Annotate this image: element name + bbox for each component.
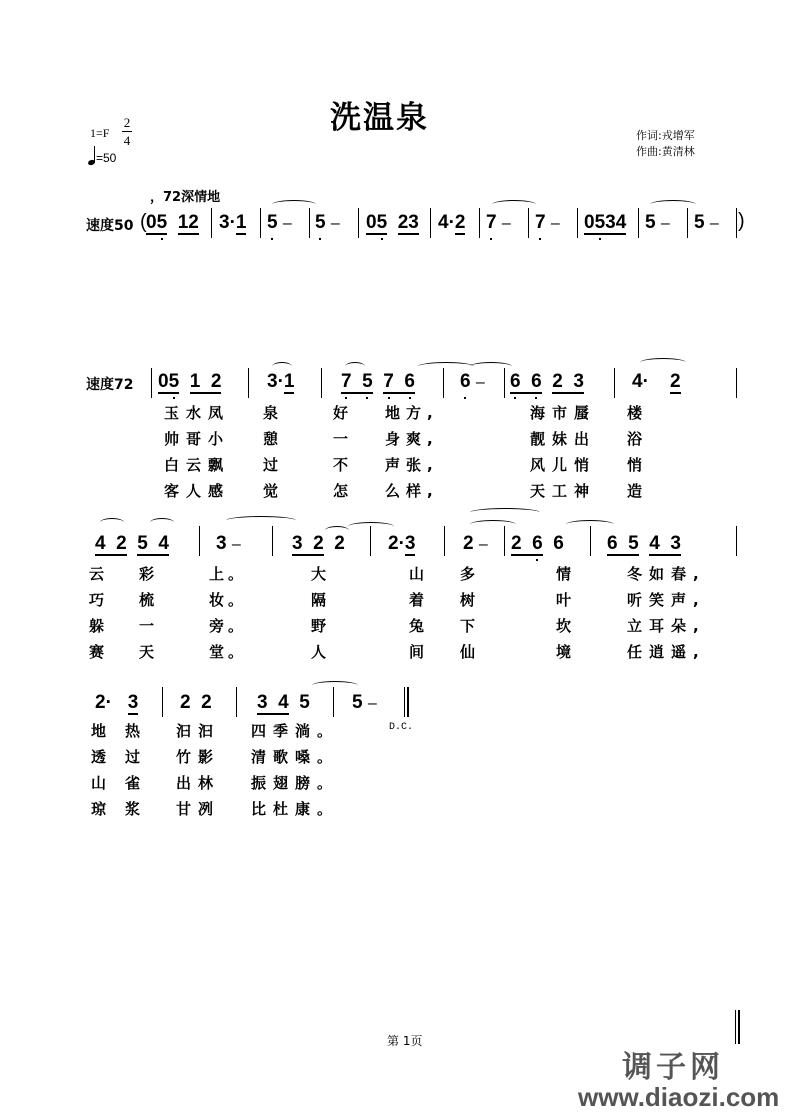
s2-measure-4: 2·3: [388, 533, 416, 554]
barline: [736, 368, 737, 398]
barline: [577, 208, 578, 238]
lyric: 竹影: [176, 748, 221, 766]
tie: [470, 362, 512, 371]
final-barline-thick: [407, 687, 409, 717]
s2-measure-3: 3 2 2: [292, 533, 345, 554]
lyric: 四季淌。: [251, 722, 340, 740]
intro-measure-1: 05 12: [146, 212, 199, 233]
s3-measure-2: 2 2: [180, 692, 212, 713]
lyric: 着: [409, 591, 425, 609]
lyric: 任逍遥,: [627, 643, 706, 661]
s1-measure-5: 6 6 2 3: [510, 371, 584, 392]
lyric: 一: [139, 617, 155, 635]
intro-measure-2: 3·1: [219, 212, 247, 233]
tempo-value: =50: [96, 151, 117, 165]
barline: [430, 208, 431, 238]
lyric: 楼: [627, 404, 643, 422]
lyric: 巧: [89, 591, 105, 609]
barline: [638, 208, 639, 238]
system1-tempo-label: 速度72: [86, 377, 134, 393]
tie: [345, 362, 365, 371]
lyric: 天: [139, 643, 155, 661]
lyric: 出林: [176, 774, 221, 792]
lyric: 天工神: [530, 482, 597, 500]
barline: [444, 526, 445, 556]
barline: [358, 208, 359, 238]
lyric: 造: [627, 482, 643, 500]
lyric: 雀: [125, 774, 141, 792]
lyric: 身爽,: [385, 430, 439, 448]
intro-measure-6: 4·2: [438, 212, 466, 233]
barline: [504, 368, 505, 398]
lyric: 海市蜃: [530, 404, 597, 422]
lyric: 赛: [89, 643, 105, 661]
lyric: 客人感: [164, 482, 231, 500]
lyric: 憩: [263, 430, 279, 448]
intro-tempo-label: 速度50: [86, 218, 134, 234]
lyric: 靓妹出: [530, 430, 597, 448]
lyric: 境: [556, 643, 572, 661]
intro-measure-5: 05 23: [366, 212, 419, 233]
s1-measure-3: 7 5 7 6: [341, 371, 415, 392]
s2-measure-6: 2 6 6: [511, 533, 564, 554]
watermark-url: www.diaozi.com: [578, 1082, 780, 1112]
lyric: 妆。: [209, 591, 248, 609]
lyric: 兔: [409, 617, 425, 635]
tie: [348, 522, 394, 531]
watermark-logo: 调子网: [622, 1050, 724, 1085]
lyric: 清歌嗓。: [251, 748, 340, 766]
barline: [736, 208, 737, 238]
barline: [590, 526, 591, 556]
lyric: 山: [91, 774, 107, 792]
s3-measure-3: 3 4 5: [257, 692, 310, 713]
lyric: 人: [311, 643, 327, 661]
intro-measure-8: 7 –: [535, 212, 560, 233]
time-signature: [122, 115, 132, 148]
intro-measure-4: 5 –: [315, 212, 340, 233]
lyric: 帅哥小: [164, 430, 231, 448]
lyric: 怎: [333, 482, 349, 500]
lyric: 情: [556, 565, 572, 583]
barline: [272, 526, 273, 556]
song-title: 洗温泉: [330, 100, 429, 136]
lyric: 甘冽: [176, 800, 221, 818]
tie: [640, 358, 686, 367]
lyric: 立耳朵,: [627, 617, 706, 635]
repeat-open-paren: (: [140, 211, 147, 233]
tie: [492, 200, 536, 209]
intro-measure-11: 5 –: [694, 212, 719, 233]
barline: [309, 208, 310, 238]
lyric: 隔: [311, 591, 327, 609]
lyric: 玉水凤: [164, 404, 231, 422]
lyric: 觉: [263, 482, 279, 500]
s2-measure-1: 4 2 5 4: [95, 533, 169, 554]
tie: [226, 516, 296, 525]
lyric: 叶: [556, 591, 572, 609]
barline: [211, 208, 212, 238]
lyric: 下: [460, 617, 476, 635]
lyric: 风儿悄: [530, 456, 597, 474]
lyric: 地方,: [385, 404, 439, 422]
lyric: 野: [311, 617, 327, 635]
lyric: 浆: [125, 800, 141, 818]
lyric: 多: [460, 565, 476, 583]
lyric: 间: [409, 643, 425, 661]
margin-mark: [735, 1010, 736, 1044]
barline: [199, 526, 200, 556]
lyric: 听笑声,: [627, 591, 706, 609]
barline: [479, 208, 480, 238]
expression-mark: ，72深情地: [150, 190, 221, 205]
lyric: 振翅膀。: [251, 774, 340, 792]
tie: [150, 518, 174, 527]
barline: [504, 526, 505, 556]
lyric: 山: [409, 565, 425, 583]
lyric: 树: [460, 591, 476, 609]
dc-marking: D.C.: [389, 722, 414, 733]
composer: 作曲:黄清林: [636, 145, 695, 158]
lyric: 声张,: [385, 456, 439, 474]
barline: [528, 208, 529, 238]
tie: [470, 520, 516, 529]
lyric: 么样,: [385, 482, 439, 500]
s1-measure-4: 6 –: [460, 371, 485, 392]
lyric: 仙: [460, 643, 476, 661]
intro-measure-10: 5 –: [645, 212, 670, 233]
barline: [236, 687, 237, 717]
lyric: 白云飘: [164, 456, 231, 474]
lyric: 堂。: [209, 643, 248, 661]
lyric: 琼: [91, 800, 107, 818]
time-numerator: 2: [123, 115, 131, 130]
lyric: 好: [333, 404, 349, 422]
intro-measure-3: 5 –: [267, 212, 292, 233]
barline: [736, 526, 737, 556]
lyric: 地: [91, 722, 107, 740]
s1-measure-2: 3·1: [267, 371, 295, 392]
lyric: 悄: [627, 456, 643, 474]
barline: [333, 687, 334, 717]
lyric: 热: [125, 722, 141, 740]
barline: [151, 368, 152, 398]
lyric: 梳: [139, 591, 155, 609]
barline: [370, 526, 371, 556]
lyric: 云: [89, 565, 105, 583]
tie: [100, 518, 124, 527]
lyric: 旁。: [209, 617, 248, 635]
tempo-mark: [88, 145, 116, 165]
lyric: 坎: [556, 617, 572, 635]
repeat-close-paren: ): [738, 210, 745, 232]
lyric: 彩: [139, 565, 155, 583]
tie: [418, 362, 474, 371]
key-signature: 1=F: [90, 126, 110, 140]
s2-measure-7: 6 5 4 3: [607, 533, 681, 554]
lyric: 一: [333, 430, 349, 448]
quarter-note-icon: [88, 145, 96, 165]
s1-measure-6: 4· 2: [632, 371, 681, 392]
time-denominator: 4: [123, 133, 131, 148]
credits: [636, 128, 695, 160]
page-number: 第 1页: [387, 1034, 423, 1048]
lyric: 不: [333, 456, 349, 474]
lyric: 上。: [209, 565, 248, 583]
lyric: 冬如春,: [627, 565, 706, 583]
intro-measure-9: 0534: [584, 212, 627, 233]
lyric: 泉: [263, 404, 279, 422]
barline: [248, 368, 249, 398]
tie: [650, 200, 696, 209]
s1-measure-1: 05 1 2: [158, 371, 222, 392]
barline: [614, 368, 615, 398]
tie: [272, 362, 292, 371]
lyric: 大: [311, 565, 327, 583]
s2-measure-5: 2 –: [463, 533, 488, 554]
lyricist: 作词:戎增军: [636, 129, 695, 142]
s3-measure-1: 2· 3: [95, 692, 139, 713]
lyric: 过: [125, 748, 141, 766]
final-barline-thin: [404, 687, 405, 717]
lyric: 汩汩: [176, 722, 221, 740]
s3-measure-4: 5 –: [352, 692, 377, 713]
lyric: 浴: [627, 430, 643, 448]
tie: [470, 508, 540, 517]
barline: [443, 368, 444, 398]
margin-mark: [738, 1010, 740, 1044]
barline: [260, 208, 261, 238]
barline: [162, 687, 163, 717]
intro-measure-7: 7 –: [486, 212, 511, 233]
time-bar: [122, 131, 132, 132]
tie: [312, 681, 358, 690]
lyric: 比杜康。: [251, 800, 340, 818]
s2-measure-2: 3 –: [216, 533, 241, 554]
lyric: 过: [263, 456, 279, 474]
lyric: 透: [91, 748, 107, 766]
lyric: 躲: [89, 617, 105, 635]
barline: [321, 368, 322, 398]
barline: [687, 208, 688, 238]
